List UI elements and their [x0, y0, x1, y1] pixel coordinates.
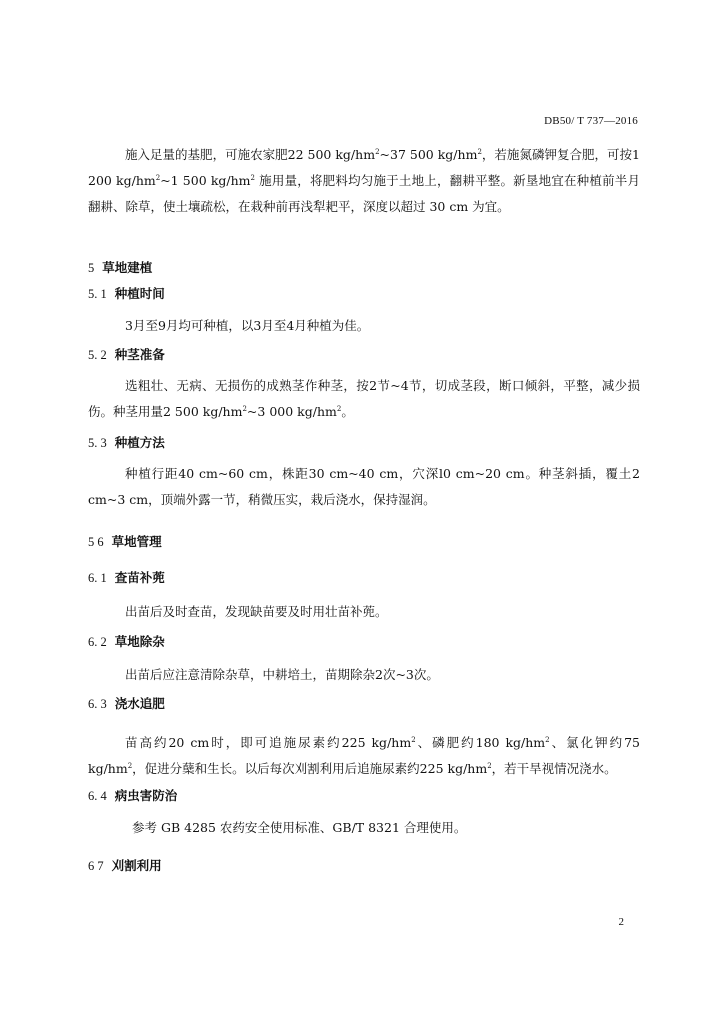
- section-6-2-heading: 6. 2 草地除杂: [88, 634, 165, 649]
- section-6-3-text: 苗高约20 cm时，即可追施尿素约225 $kg/hm^2$、磷肥约180 $kg/hm^2$、氯化钾约75 $kg/hm^2$，促进分蘖和生长。以后每次刈割利用后追施尿素约225 $kg/hm^2$，若干旱视情况浇水。: [88, 735, 640, 776]
- section-6-4-text: 参考 GB 4285 农药安全使用标准、GB/T 8321 合理使用。: [132, 820, 467, 835]
- section-5-3-text: 种植行距40 cm~60 cm，株距30 cm~40 cm，穴深l0 cm~20 cm。种茎斜插，覆土2 cm~3 cm，顶端外露一节，稍微压实，栽后浇水，保持湿润。: [88, 466, 640, 507]
- page-number: 2: [618, 916, 624, 928]
- standard-code-header: DB50/ T 737—2016: [544, 115, 638, 127]
- section-6-1-heading: 6. 1 查苗补蔸: [88, 570, 165, 585]
- section-6-1-text: 出苗后及时查苗，发现缺苗要及时用壮苗补蔸。: [125, 604, 388, 619]
- section-5-2-heading: 5. 2 种茎准备: [88, 347, 165, 362]
- section-6-3-heading: 6. 3 浇水追肥: [88, 696, 165, 711]
- section-5-1-heading: 5. 1 种植时间: [88, 286, 165, 301]
- section-5-1-text: 3月至9月均可种植，以3月至4月种植为佳。: [125, 318, 370, 333]
- section-6-4-heading: 6. 4 病虫害防治: [88, 788, 178, 803]
- section-5-3-heading: 5. 3 种植方法: [88, 435, 165, 450]
- section-7-heading: 6 7 刈割利用: [88, 858, 162, 873]
- intro-paragraph: 施入足量的基肥，可施农家肥22 500 $kg/hm^2\sim 37$ 500 $kg/hm^2$，若施氮磷钾复合肥，可按1 200 $kg/hm^2\sim 1$ 500 $kg/hm^2$ 施用量，将肥料均匀施于土地上，翻耕平整。新垦地宜在种植前半月翻耕、除草，使土壤疏松，在栽种前再浅犁耙平，深度以超过 30 cm 为宜。: [88, 147, 640, 214]
- section-5-2-text: 选粗壮、无病、无损伤的成熟茎作种茎，按2节~4节，切成茎段，断口倾斜，平整，减少损伤。种茎用量2 500 $kg/hm^2\sim 3$ 000 $kg/hm^2$。: [88, 378, 640, 419]
- section-5-heading: 5 草地建植: [88, 260, 153, 275]
- section-6-2-text: 出苗后应注意清除杂草，中耕培土，苗期除杂2次~3次。: [125, 667, 439, 682]
- section-6-heading: 5 6 草地管理: [88, 534, 162, 549]
